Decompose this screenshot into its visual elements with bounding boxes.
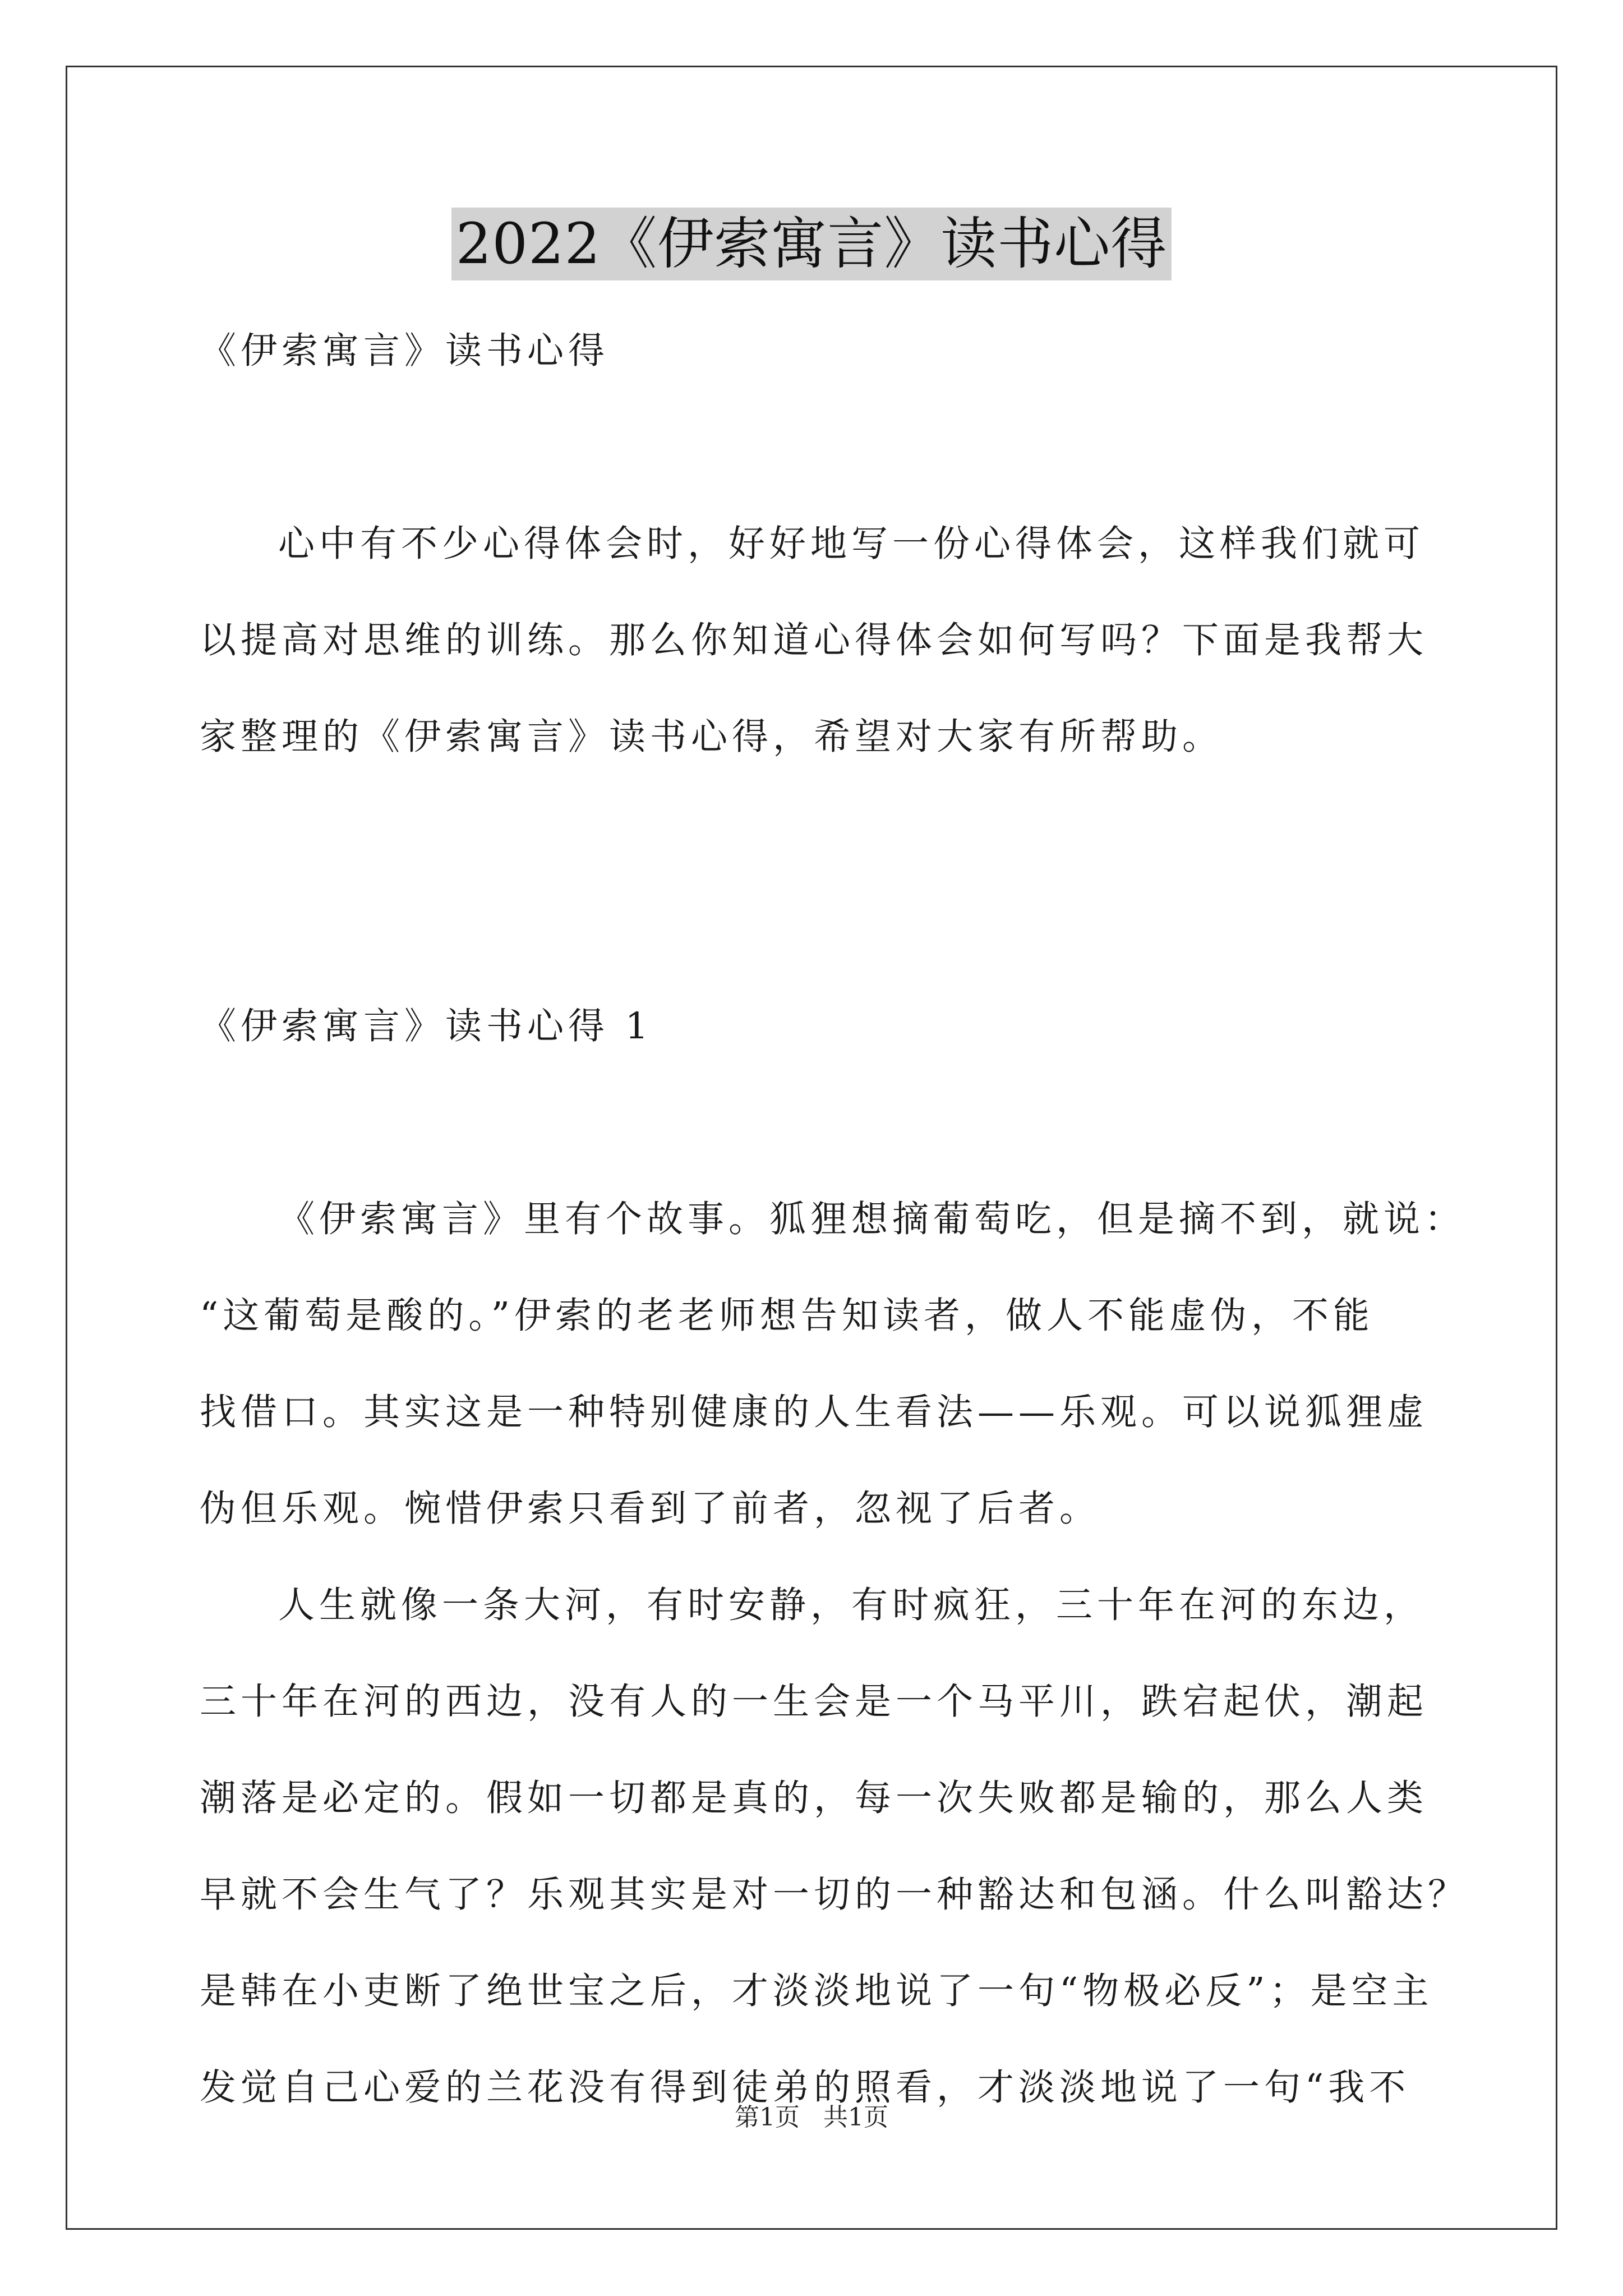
paragraph-line: 找借口。其实这是一种特别健康的人生看法——乐观。可以说狐狸虚 — [200, 1391, 1428, 1433]
paragraph-line: “这葡萄是酸的。”伊索的老老师想告知读者，做人不能虚伪，不能 — [200, 1295, 1374, 1337]
paragraph-gap — [200, 1075, 1439, 1171]
section-heading-intro: 《伊索寓言》读书心得 — [200, 330, 610, 372]
paragraph-gap — [200, 399, 1439, 496]
paragraph-line: 家整理的《伊索寓言》读书心得，希望对大家有所帮助。 — [200, 716, 1224, 758]
paragraph-gap — [200, 882, 1439, 978]
paragraph-line: 心中有不少心得体会时，好好地写一份心得体会，这样我们就可 — [278, 523, 1425, 565]
paragraph-line: 是韩在小吏断了绝世宝之后，才淡淡地说了一句“物极必反”；是空主 — [200, 1970, 1433, 2012]
paragraph-line: 人生就像一条大河，有时安静，有时疯狂，三十年在河的东边， — [278, 1584, 1425, 1626]
document-body — [200, 303, 1469, 2136]
paragraph-line: 以提高对思维的训练。那么你知道心得体会如何写吗？下面是我帮大 — [200, 619, 1428, 661]
paragraph-line: 伪但乐观。惋惜伊索只看到了前者，忽视了后者。 — [200, 1488, 1101, 1530]
document-title: 2022《伊索寓言》读书心得 — [451, 208, 1172, 280]
paragraph-line: 《伊索寓言》里有个故事。狐狸想摘葡萄吃，但是摘不到，就说： — [278, 1198, 1466, 1240]
paragraph-gap — [200, 785, 1439, 882]
paragraph-line: 发觉自己心爱的兰花没有得到徒弟的照看，才淡淡地说了一句“我不 — [200, 2067, 1410, 2109]
paragraph-line: 三十年在河的西边，没有人的一生会是一个马平川，跌宕起伏，潮起 — [200, 1681, 1428, 1723]
paragraph-line: 潮落是必定的。假如一切都是真的，每一次失败都是输的，那么人类 — [200, 1777, 1428, 1819]
section-heading-1: 《伊索寓言》读书心得 1 — [200, 1005, 653, 1047]
title-container — [0, 208, 1623, 280]
page-footer: 第1页 共1页 — [735, 2103, 888, 2132]
paragraph-line: 早就不会生气了？乐观其实是对一切的一种豁达和包涵。什么叫豁达？ — [200, 1874, 1469, 1916]
